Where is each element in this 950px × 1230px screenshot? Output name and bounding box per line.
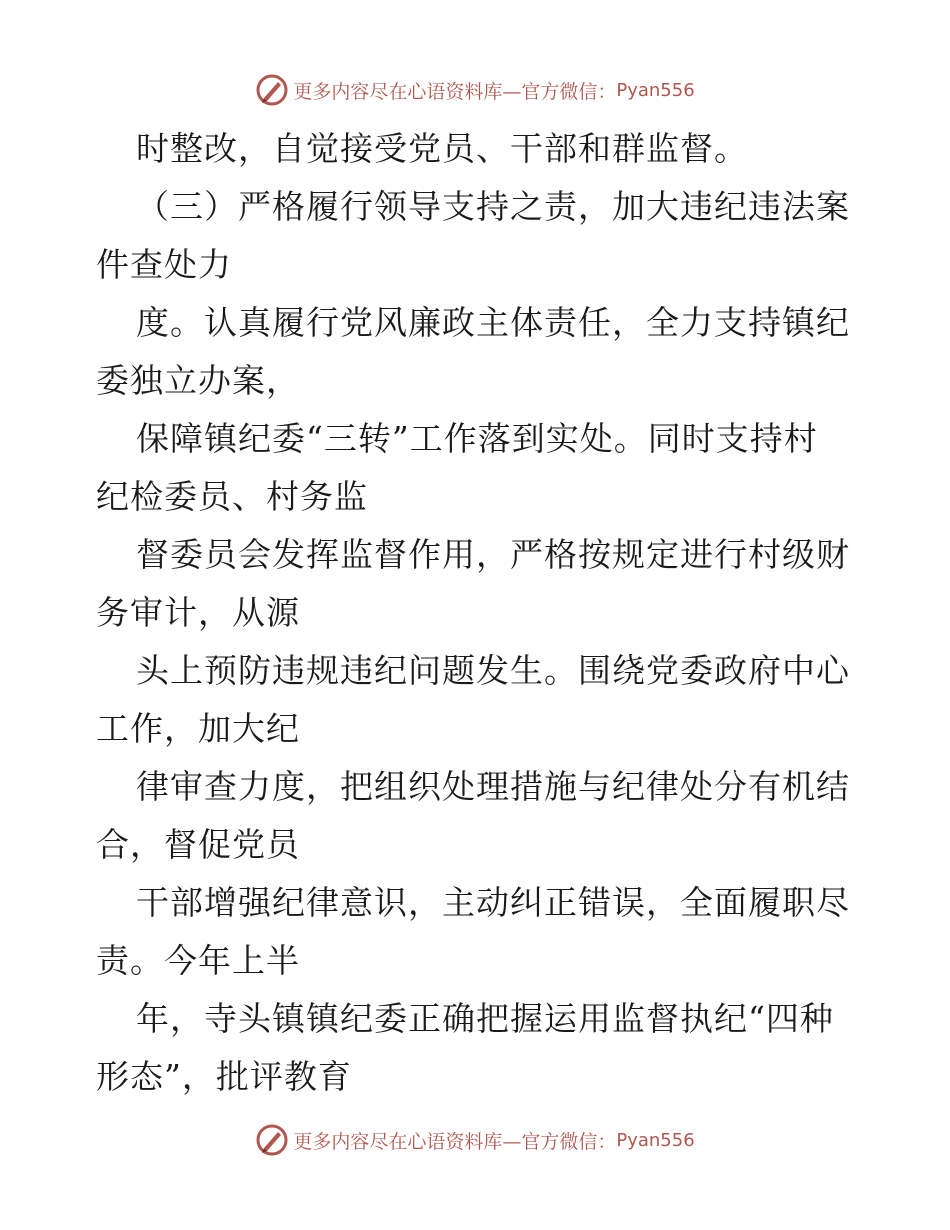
text-line: 纪检委员、村务监: [96, 477, 368, 516]
text-line: 工作，加大纪: [96, 709, 300, 748]
text-line: 保障镇纪委“三转”工作落到实处。同时支持村: [136, 419, 818, 458]
text-line: 干部增强纪律意识，主动纠正错误，全面履职尽: [136, 883, 850, 922]
text-line: 时整改，自觉接受党员、干部和群监督。: [136, 129, 748, 168]
watermark-wechat-id: Pyan556: [616, 79, 695, 101]
text-line: 务审计，从源: [96, 593, 300, 632]
text-line: （三）严格履行领导支持之责，加大违纪违法案: [136, 187, 850, 226]
text-line: 度。认真履行党风廉政主体责任，全力支持镇纪: [136, 303, 850, 342]
text-line: 督委员会发挥监督作用，严格按规定进行村级财: [136, 535, 850, 574]
text-line: 头上预防违规违纪问题发生。围绕党委政府中心: [136, 651, 850, 690]
pen-logo-icon: [255, 1123, 289, 1157]
watermark-text: 更多内容尽在心语资料库—官方微信：: [293, 80, 617, 103]
text-line: 形态”，批评教育: [96, 1057, 352, 1096]
header-watermark: [0, 70, 950, 110]
document-body: [96, 120, 856, 1106]
text-line: 责。今年上半: [96, 941, 300, 980]
text-line: 律审查力度，把组织处理措施与纪律处分有机结: [136, 767, 850, 806]
footer-watermark: [0, 1120, 950, 1160]
text-line: 委独立办案，: [96, 361, 300, 400]
text-line: 合，督促党员: [96, 825, 300, 864]
watermark-wechat-id: Pyan556: [616, 1129, 695, 1151]
text-line: 件查处力: [96, 245, 232, 284]
watermark-text: 更多内容尽在心语资料库—官方微信：: [293, 1130, 617, 1153]
text-line: 年，寺头镇镇纪委正确把握运用监督执纪“四种: [136, 999, 834, 1038]
pen-logo-icon: [255, 73, 289, 107]
